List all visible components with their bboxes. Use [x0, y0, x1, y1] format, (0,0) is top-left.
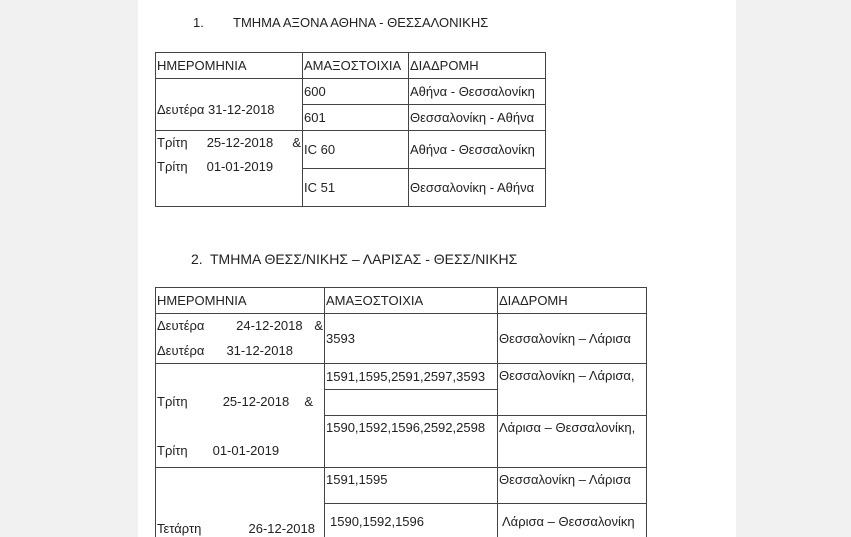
- date-label: 01-01-2019: [212, 443, 280, 458]
- route-cell: Λάρισα – Θεσσαλονίκη: [498, 504, 647, 537]
- day-label: Τρίτη: [157, 135, 188, 150]
- date-label: 31-12-2018: [226, 343, 293, 358]
- section-2-table: [155, 287, 647, 537]
- day-label: Τρίτη: [157, 394, 188, 409]
- date-label: 24-12-2018: [236, 318, 303, 333]
- header-train: ΑΜΑΞΟΣΤΟΙΧΙΑ: [325, 288, 498, 314]
- table-row: [156, 468, 647, 504]
- train-cell: 1590,1592,1596: [325, 504, 498, 537]
- route-cell: Αθήνα - Θεσσαλονίκη: [409, 79, 546, 105]
- route-cell: Αθήνα - Θεσσαλονίκη: [409, 131, 546, 169]
- date-cell: [156, 364, 325, 468]
- amp-label: &: [292, 135, 301, 150]
- section-2-heading: [191, 251, 517, 267]
- day-label: Δευτέρα: [157, 318, 205, 333]
- table-row: [156, 79, 546, 105]
- header-date: ΗΜΕΡΟΜΗΝΙΑ: [156, 288, 325, 314]
- section-2-title: ΤΜΗΜΑ ΘΕΣΣ/ΝΙΚΗΣ – ΛΑΡΙΣΑΣ - ΘΕΣΣ/ΝΙΚΗΣ: [210, 251, 518, 267]
- header-train: ΑΜΑΞΟΣΤΟΙΧΙΑ: [303, 53, 409, 79]
- table-header-row: [156, 53, 546, 79]
- section-1-title: ΤΜΗΜΑ ΑΞΟΝΑ ΑΘΗΝΑ - ΘΕΣΣΑΛΟΝΙΚΗΣ: [233, 15, 489, 30]
- train-cell: 1590,1592,1596,2592,2598: [325, 416, 498, 468]
- amp-label: &: [314, 318, 323, 333]
- train-cell: 1591,1595: [325, 468, 498, 504]
- table-row: [156, 131, 546, 169]
- route-cell: Θεσσαλονίκη – Λάρισα: [498, 468, 647, 504]
- date-cell: Δευτέρα 31-12-2018: [156, 79, 303, 131]
- date-label: 25-12-2018: [222, 394, 290, 409]
- date-cell: [156, 314, 325, 364]
- date-cell: [156, 468, 325, 537]
- train-cell: 3593: [325, 314, 498, 364]
- train-cell: 600: [303, 79, 409, 105]
- route-cell: Λάρισα – Θεσσαλονίκη,: [498, 416, 647, 468]
- header-route: ΔΙΑΔΡΟΜΗ: [498, 288, 647, 314]
- day-label: Τετάρτη: [157, 521, 202, 536]
- train-cell: 1591,1595,2591,2597,3593: [325, 364, 498, 390]
- date-label: 26-12-2018: [248, 521, 315, 536]
- header-route: ΔΙΑΔΡΟΜΗ: [409, 53, 546, 79]
- amp-label: &: [304, 394, 313, 409]
- table-header-row: [156, 288, 647, 314]
- train-cell: 601: [303, 105, 409, 131]
- table-row: [156, 314, 647, 364]
- document-page: [138, 0, 736, 537]
- header-date: ΗΜΕΡΟΜΗΝΙΑ: [156, 53, 303, 79]
- train-cell: IC 60: [303, 131, 409, 169]
- date-label: 01-01-2019: [206, 159, 274, 174]
- section-1-heading: [193, 15, 488, 30]
- route-cell: Θεσσαλονίκη – Λάρισα,: [498, 364, 647, 416]
- section-1-table: [155, 52, 546, 207]
- day-label: Τρίτη: [157, 443, 188, 458]
- train-cell: [325, 390, 498, 416]
- table-row: [156, 364, 647, 390]
- section-2-number: 2.: [191, 251, 203, 267]
- route-cell: Θεσσαλονίκη - Αθήνα: [409, 105, 546, 131]
- day-label: Δευτέρα: [157, 343, 205, 358]
- date-label: 25-12-2018: [206, 135, 274, 150]
- route-cell: Θεσσαλονίκη - Αθήνα: [409, 169, 546, 207]
- date-cell: [156, 131, 303, 207]
- route-cell: Θεσσαλονίκη – Λάρισα: [498, 314, 647, 364]
- section-1-number: 1.: [193, 15, 204, 30]
- day-label: Τρίτη: [157, 159, 188, 174]
- train-cell: IC 51: [303, 169, 409, 207]
